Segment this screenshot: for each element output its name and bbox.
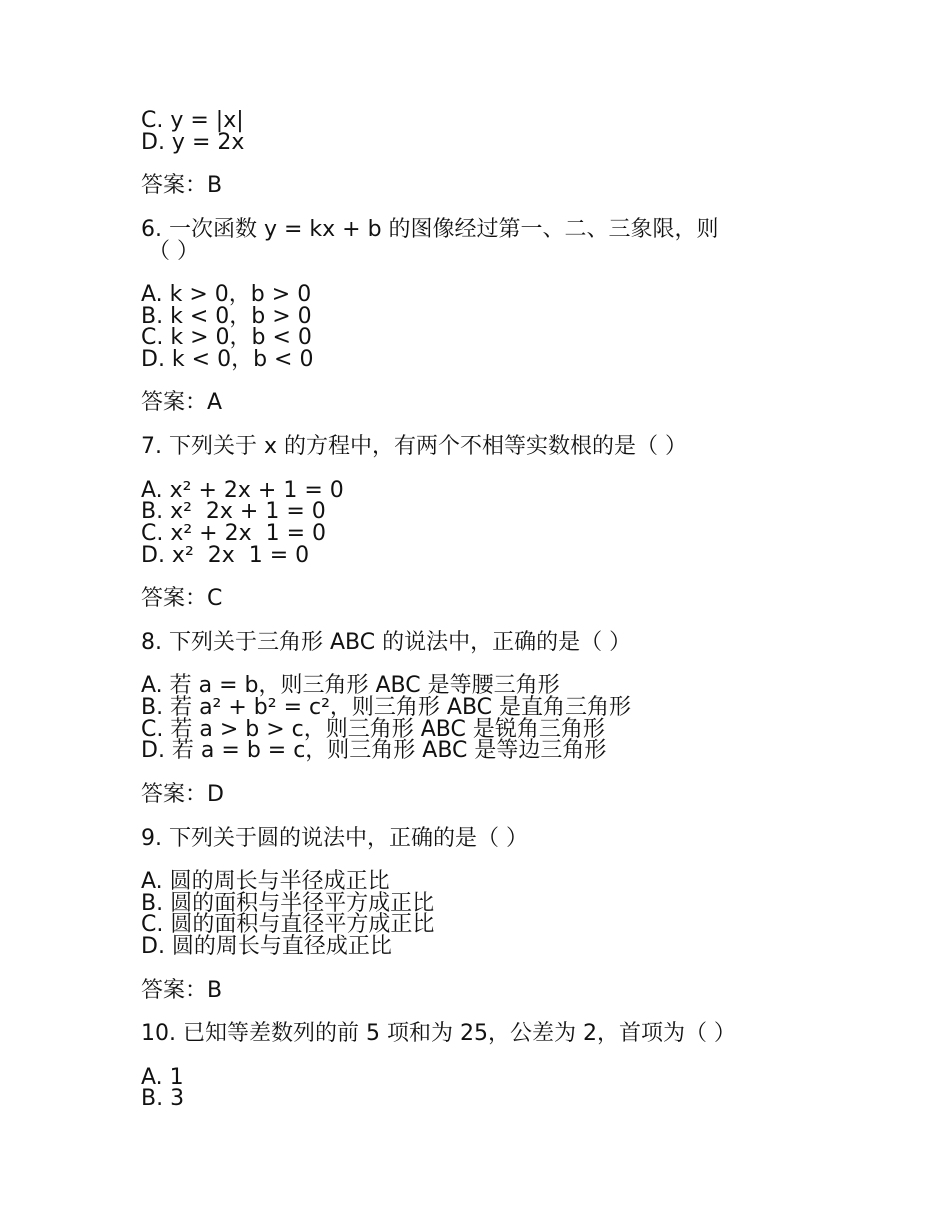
- q8-option-b: B. 若 a² + b² = c²，则三角形 ABC 是直角三角形: [141, 695, 632, 720]
- q6-answer: 答案：A: [141, 390, 223, 415]
- q6-stem: 6. 一次函数 y = kx + b 的图像经过第一、二、三象限，则: [141, 217, 719, 242]
- q9-option-a: A. 圆的周长与半径成正比: [141, 869, 390, 894]
- q10-option-a: A. 1: [141, 1065, 184, 1090]
- q7-option-b: B. x² 2x + 1 = 0: [141, 499, 326, 524]
- q6-option-d: D. k < 0，b < 0: [141, 347, 314, 372]
- q6-option-c: C. k > 0，b < 0: [141, 325, 312, 350]
- q9-option-c: C. 圆的面积与直径平方成正比: [141, 912, 435, 937]
- q6-stem-cont: （ ）: [148, 239, 199, 264]
- q8-stem: 8. 下列关于三角形 ABC 的说法中，正确的是（ ）: [141, 630, 632, 655]
- q8-answer: 答案：D: [141, 782, 224, 807]
- q7-stem: 7. 下列关于 x 的方程中，有两个不相等实数根的是（ ）: [141, 434, 687, 459]
- q7-answer: 答案：C: [141, 586, 223, 611]
- q8-option-a: A. 若 a = b，则三角形 ABC 是等腰三角形: [141, 673, 560, 698]
- q5-answer: 答案：B: [141, 173, 223, 198]
- q5-option-c: C. y = |x|: [141, 108, 244, 133]
- q10-stem: 10. 已知等差数列的前 5 项和为 25，公差为 2，首项为（ ）: [141, 1021, 736, 1046]
- q9-option-b: B. 圆的面积与半径平方成正比: [141, 891, 435, 916]
- q6-option-a: A. k > 0，b > 0: [141, 282, 312, 307]
- q7-option-c: C. x² + 2x 1 = 0: [141, 521, 327, 546]
- q6-option-b: B. k < 0，b > 0: [141, 304, 312, 329]
- q9-option-d: D. 圆的周长与直径成正比: [141, 934, 392, 959]
- q5-option-d: D. y = 2x: [141, 130, 245, 155]
- q7-option-a: A. x² + 2x + 1 = 0: [141, 478, 344, 503]
- q8-option-c: C. 若 a > b > c，则三角形 ABC 是锐角三角形: [141, 717, 605, 742]
- q10-option-b: B. 3: [141, 1086, 185, 1111]
- q9-answer: 答案：B: [141, 978, 223, 1003]
- q7-option-d: D. x² 2x 1 = 0: [141, 543, 310, 568]
- q9-stem: 9. 下列关于圆的说法中，正确的是（ ）: [141, 826, 528, 851]
- q8-option-d: D. 若 a = b = c，则三角形 ABC 是等边三角形: [141, 738, 607, 763]
